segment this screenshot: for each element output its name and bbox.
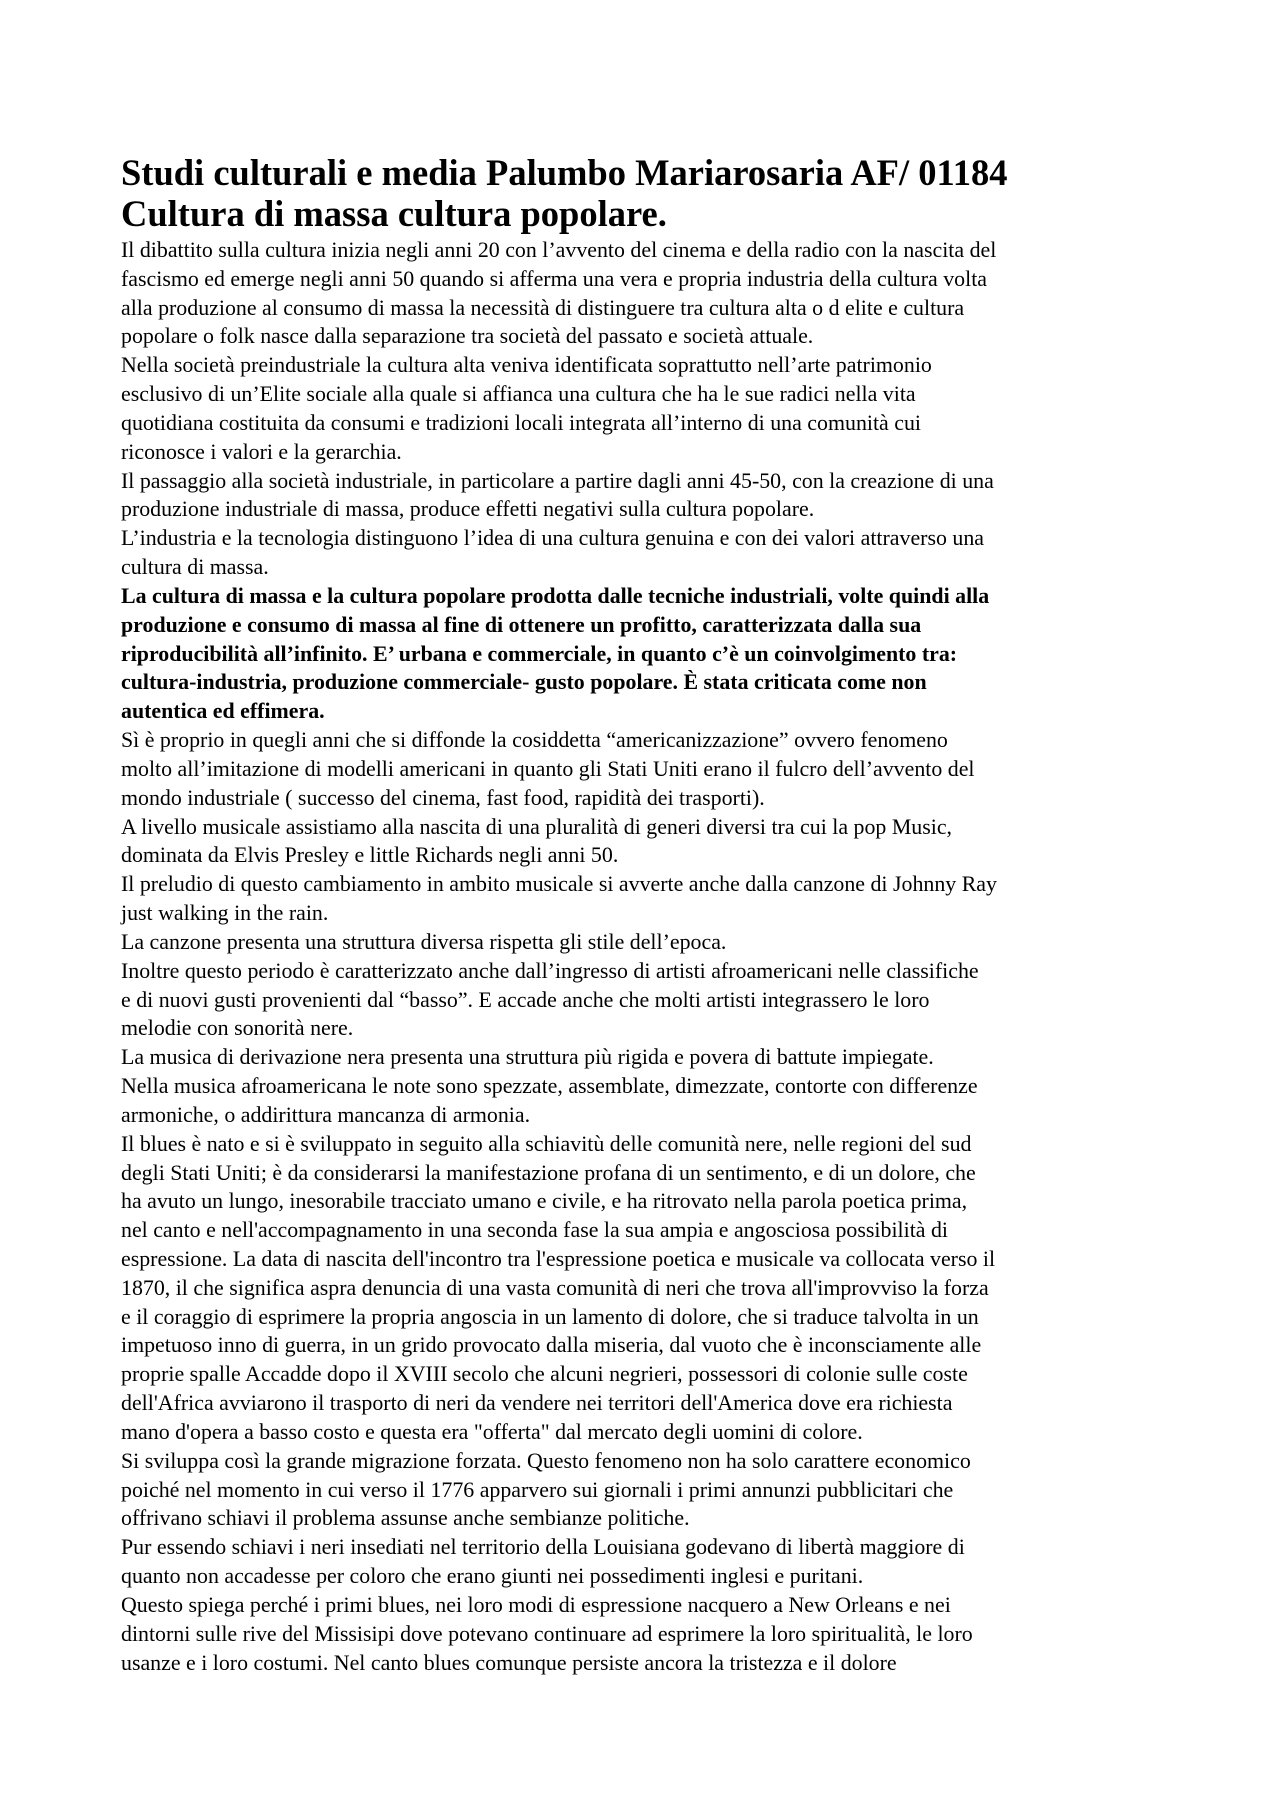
paragraph [121, 524, 1171, 582]
paragraph-line: La cultura di massa e la cultura popolare prodotta dalle tecniche industriali, volte quindi alla [121, 582, 990, 608]
paragraph-line: offrivano schiavi il problema assunse anche sembianze politiche. [121, 1505, 690, 1531]
paragraph-line: degli Stati Uniti; è da considerarsi la manifestazione profana di un sentimento, e di un dolore, che [121, 1159, 976, 1185]
document-page [121, 152, 1171, 1677]
paragraph [121, 1591, 1171, 1677]
paragraph-line: riconosce i valori e la gerarchia. [121, 438, 402, 464]
paragraph-line: popolare o folk nasce dalla separazione tra società del passato e società attuale. [121, 323, 814, 349]
bold-paragraph [121, 582, 1171, 726]
paragraph [121, 870, 1171, 928]
paragraph-line: produzione e consumo di massa al fine di ottenere un profitto, caratterizzata dalla sua [121, 611, 922, 637]
paragraph-line: e di nuovi gusti provenienti dal “basso”. E accade anche che molti artisti integrassero le loro [121, 986, 930, 1012]
paragraph-line: proprie spalle Accadde dopo il XVIII secolo che alcuni negrieri, possessori di colonie sulle coste [121, 1361, 968, 1387]
document-title [121, 152, 1171, 234]
paragraph-line: melodie con sonorità nere. [121, 1015, 354, 1041]
title-line: Studi culturali e media Palumbo Mariarosaria AF/ 01184 [121, 152, 1008, 193]
paragraph-line: poiché nel momento in cui verso il 1776 apparvero sui giornali i primi annunzi pubblicitari che [121, 1476, 954, 1502]
paragraph-line: impetuoso inno di guerra, in un grido provocato dalla miseria, dal vuoto che è inconsciamente alle [121, 1332, 982, 1358]
paragraph-line: molto all’imitazione di modelli americani in quanto gli Stati Uniti erano il fulcro dell’avvento del [121, 755, 975, 781]
paragraph-line: e il coraggio di esprimere la propria angoscia in un lamento di dolore, che si traduce talvolta in un [121, 1303, 979, 1329]
paragraph [121, 1447, 1171, 1533]
title-line: Cultura di massa cultura popolare. [121, 193, 667, 234]
paragraph [121, 813, 1171, 871]
paragraph-line: Si sviluppa così la grande migrazione forzata. Questo fenomeno non ha solo carattere economico [121, 1447, 971, 1473]
paragraph-line: esclusivo di un’Elite sociale alla quale si affianca una cultura che ha le sue radici nella vita [121, 381, 916, 407]
paragraph [121, 726, 1171, 812]
paragraph-line: 1870, il che significa aspra denuncia di una vasta comunità di neri che trova all'improvviso la forza [121, 1274, 989, 1300]
paragraph-line: nel canto e nell'accompagnamento in una seconda fase la sua ampia e angosciosa possibilità di [121, 1217, 948, 1243]
document-body [121, 236, 1171, 1677]
paragraph-line: dell'Africa avviarono il trasporto di neri da vendere nei territori dell'America dove era richiesta [121, 1390, 953, 1416]
paragraph-line: riproducibilità all’infinito. E’ urbana e commerciale, in quanto c’è un coinvolgimento tra: [121, 640, 958, 666]
paragraph [121, 467, 1171, 525]
paragraph-line: Nella musica afroamericana le note sono spezzate, assemblate, dimezzate, contorte con differenze [121, 1073, 978, 1099]
paragraph-line: Il blues è nato e si è sviluppato in seguito alla schiavitù delle comunità nere, nelle regioni del sud [121, 1130, 972, 1156]
paragraph-line: autentica ed effimera. [121, 698, 325, 724]
paragraph-line: A livello musicale assistiamo alla nascita di una pluralità di generi diversi tra cui la pop Music, [121, 813, 953, 839]
paragraph-line: La canzone presenta una struttura diversa rispetta gli stile dell’epoca. [121, 928, 727, 954]
paragraph-line: cultura-industria, produzione commerciale- gusto popolare. È stata criticata come non [121, 669, 927, 695]
paragraph [121, 1043, 1171, 1072]
paragraph-line: Il dibattito sulla cultura inizia negli anni 20 con l’avvento del cinema e della radio con la nascita del [121, 237, 997, 262]
paragraph [121, 236, 1171, 351]
paragraph [121, 1130, 1171, 1447]
paragraph-line: fascismo ed emerge negli anni 50 quando si afferma una vera e propria industria della cultura volta [121, 265, 987, 291]
paragraph-line: dominata da Elvis Presley e little Richards negli anni 50. [121, 842, 619, 868]
paragraph-line: Il preludio di questo cambiamento in ambito musicale si avverte anche dalla canzone di Johnny Ray [121, 871, 997, 897]
paragraph-line: ha avuto un lungo, inesorabile tracciato umano e civile, e ha ritrovato nella parola poetica prima, [121, 1188, 968, 1214]
paragraph-line: quanto non accadesse per coloro che erano giunti nei possedimenti inglesi e puritani. [121, 1563, 864, 1589]
paragraph [121, 928, 1171, 957]
paragraph-line: Il passaggio alla società industriale, in particolare a partire dagli anni 45-50, con la creazione di una [121, 467, 994, 493]
paragraph-line: espressione. La data di nascita dell'incontro tra l'espressione poetica e musicale va collocata verso il [121, 1245, 996, 1271]
paragraph-line: just walking in the rain. [121, 900, 329, 926]
paragraph-line: cultura di massa. [121, 554, 269, 580]
paragraph [121, 351, 1171, 466]
paragraph-line: alla produzione al consumo di massa la necessità di distinguere tra cultura alta o d elite e cultura [121, 294, 965, 320]
paragraph-line: Questo spiega perché i primi blues, nei loro modi di espressione nacquero a New Orleans e nei [121, 1591, 951, 1617]
paragraph-line: La musica di derivazione nera presenta una struttura più rigida e povera di battute impiegate. [121, 1044, 934, 1070]
paragraph [121, 957, 1171, 1043]
paragraph-line: usanze e i loro costumi. Nel canto blues comunque persiste ancora la tristezza e il dolore [121, 1649, 897, 1675]
paragraph-line: mondo industriale ( successo del cinema, fast food, rapidità dei trasporti). [121, 784, 765, 810]
paragraph-line: Pur essendo schiavi i neri insediati nel territorio della Louisiana godevano di libertà maggiore di [121, 1534, 965, 1560]
paragraph-line: quotidiana costituita da consumi e tradizioni locali integrata all’interno di una comunità cui [121, 409, 921, 435]
paragraph-line: mano d'opera a basso costo e questa era "offerta" dal mercato degli uomini di colore. [121, 1418, 863, 1444]
paragraph [121, 1533, 1171, 1591]
paragraph-line: produzione industriale di massa, produce effetti negativi sulla cultura popolare. [121, 496, 815, 522]
paragraph-line: L’industria e la tecnologia distinguono l’idea di una cultura genuina e con dei valori attraverso una [121, 525, 984, 551]
paragraph [121, 1072, 1171, 1130]
paragraph-line: Sì è proprio in quegli anni che si diffonde la cosiddetta “americanizzazione” ovvero fenomeno [121, 727, 948, 753]
paragraph-line: Inoltre questo periodo è caratterizzato anche dall’ingresso di artisti afroamericani nelle classifiche [121, 957, 979, 983]
paragraph-line: armoniche, o addirittura mancanza di armonia. [121, 1101, 531, 1127]
paragraph-line: dintorni sulle rive del Missisipi dove potevano continuare ad esprimere la loro spiritualità, le loro [121, 1620, 973, 1646]
paragraph-line: Nella società preindustriale la cultura alta veniva identificata soprattutto nell’arte patrimonio [121, 352, 932, 378]
